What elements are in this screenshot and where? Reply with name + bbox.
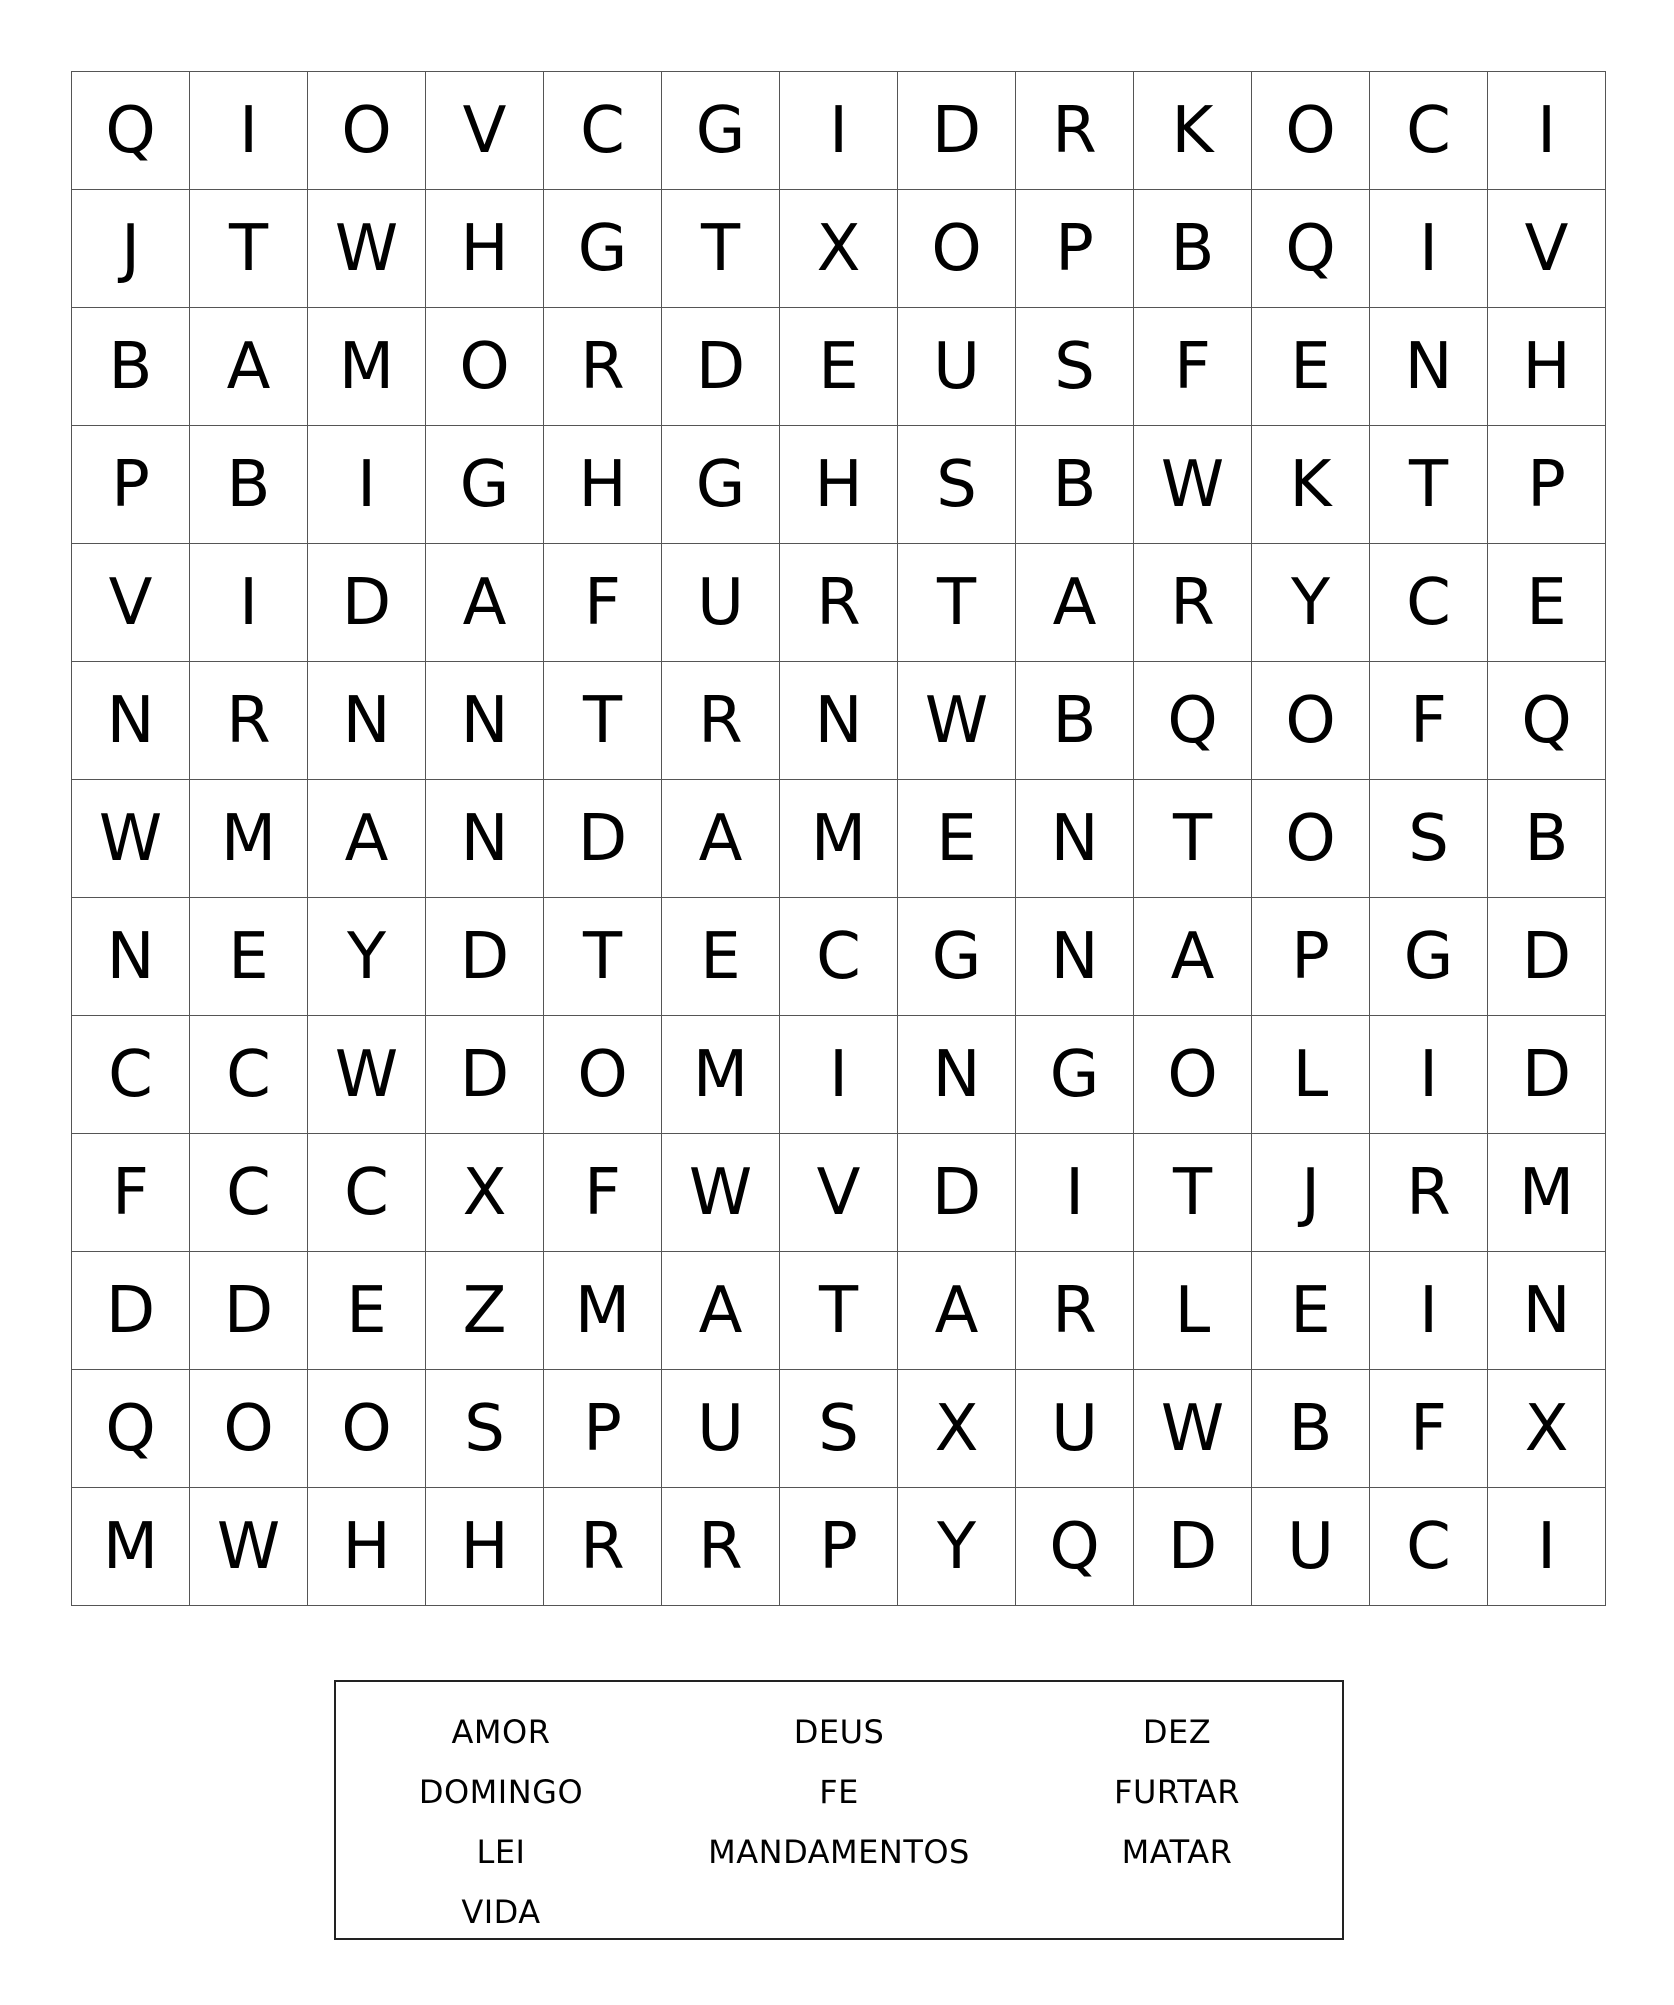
grid-cell[interactable]: P	[72, 426, 190, 544]
grid-cell[interactable]: P	[1016, 190, 1134, 308]
grid-cell[interactable]: H	[544, 426, 662, 544]
grid-cell[interactable]: A	[662, 1252, 780, 1370]
grid-cell[interactable]: S	[426, 1370, 544, 1488]
grid-cell[interactable]: D	[662, 308, 780, 426]
grid-cell[interactable]: R	[544, 1488, 662, 1606]
grid-cell[interactable]: V	[72, 544, 190, 662]
grid-cell[interactable]: C	[190, 1016, 308, 1134]
grid-cell[interactable]: O	[1252, 72, 1370, 190]
grid-cell[interactable]: A	[190, 308, 308, 426]
word-list-box	[334, 1680, 1344, 1940]
grid-cell[interactable]: M	[780, 780, 898, 898]
grid-cell[interactable]: E	[308, 1252, 426, 1370]
grid-cell[interactable]: F	[544, 544, 662, 662]
grid-cell[interactable]: O	[308, 72, 426, 190]
grid-cell[interactable]: S	[1370, 780, 1488, 898]
grid-cell[interactable]: R	[1134, 544, 1252, 662]
grid-cell[interactable]: D	[308, 544, 426, 662]
grid-cell[interactable]: C	[1370, 72, 1488, 190]
grid-cell[interactable]: R	[662, 662, 780, 780]
grid-cell[interactable]: D	[898, 72, 1016, 190]
grid-cell[interactable]: Y	[308, 898, 426, 1016]
grid-cell[interactable]: T	[190, 190, 308, 308]
letter-grid	[71, 71, 1606, 1606]
word-list-item: DEZ	[1142, 1713, 1212, 1751]
grid-cell[interactable]: P	[1488, 426, 1606, 544]
word-list-item: MATAR	[1121, 1833, 1233, 1871]
grid-cell[interactable]: W	[308, 190, 426, 308]
grid-cell[interactable]: T	[544, 662, 662, 780]
word-list-item: MANDAMENTOS	[708, 1833, 970, 1871]
grid-cell[interactable]: N	[1370, 308, 1488, 426]
grid-cell[interactable]: A	[662, 780, 780, 898]
grid-cell[interactable]: G	[662, 72, 780, 190]
grid-cell[interactable]: R	[544, 308, 662, 426]
grid-cell[interactable]: T	[1134, 780, 1252, 898]
grid-cell[interactable]: D	[1488, 898, 1606, 1016]
grid-cell[interactable]: T	[544, 898, 662, 1016]
grid-cell[interactable]: A	[1016, 544, 1134, 662]
grid-cell[interactable]: I	[1370, 1252, 1488, 1370]
grid-cell[interactable]: G	[544, 190, 662, 308]
grid-cell[interactable]: E	[898, 780, 1016, 898]
grid-cell[interactable]: T	[898, 544, 1016, 662]
grid-cell[interactable]: G	[898, 898, 1016, 1016]
grid-cell[interactable]: N	[426, 780, 544, 898]
grid-cell[interactable]: R	[662, 1488, 780, 1606]
grid-cell[interactable]: D	[72, 1252, 190, 1370]
grid-cell[interactable]: N	[72, 662, 190, 780]
grid-cell[interactable]: B	[190, 426, 308, 544]
grid-cell[interactable]: O	[1252, 780, 1370, 898]
grid-cell[interactable]: O	[898, 190, 1016, 308]
grid-cell[interactable]: M	[308, 308, 426, 426]
grid-cell[interactable]: A	[426, 544, 544, 662]
grid-cell[interactable]: V	[426, 72, 544, 190]
grid-cell[interactable]: D	[898, 1134, 1016, 1252]
grid-cell[interactable]: F	[1134, 308, 1252, 426]
grid-cell[interactable]: R	[1016, 72, 1134, 190]
grid-cell[interactable]: D	[190, 1252, 308, 1370]
grid-cell[interactable]: U	[898, 308, 1016, 426]
grid-cell[interactable]: V	[1488, 190, 1606, 308]
grid-cell[interactable]: B	[72, 308, 190, 426]
grid-cell[interactable]: S	[780, 1370, 898, 1488]
grid-cell[interactable]: M	[72, 1488, 190, 1606]
grid-cell[interactable]: U	[1252, 1488, 1370, 1606]
grid-cell[interactable]: N	[72, 898, 190, 1016]
grid-cell[interactable]: Q	[72, 1370, 190, 1488]
grid-cell[interactable]: A	[1134, 898, 1252, 1016]
grid-cell[interactable]: F	[1370, 1370, 1488, 1488]
grid-cell[interactable]: I	[1370, 190, 1488, 308]
grid-cell[interactable]: N	[308, 662, 426, 780]
grid-cell[interactable]: O	[1134, 1016, 1252, 1134]
grid-cell[interactable]: F	[544, 1134, 662, 1252]
grid-cell[interactable]: C	[308, 1134, 426, 1252]
grid-cell[interactable]: Q	[72, 72, 190, 190]
grid-cell[interactable]: Q	[1016, 1488, 1134, 1606]
grid-cell[interactable]: L	[1134, 1252, 1252, 1370]
grid-cell[interactable]: I	[1370, 1016, 1488, 1134]
grid-cell[interactable]: F	[1370, 662, 1488, 780]
grid-cell[interactable]: D	[1134, 1488, 1252, 1606]
grid-cell[interactable]: O	[426, 308, 544, 426]
grid-cell[interactable]: D	[426, 1016, 544, 1134]
grid-cell[interactable]: W	[1134, 1370, 1252, 1488]
grid-cell[interactable]: A	[898, 1252, 1016, 1370]
grid-cell[interactable]: C	[780, 898, 898, 1016]
grid-cell[interactable]: X	[426, 1134, 544, 1252]
grid-cell[interactable]: G	[1016, 1016, 1134, 1134]
grid-cell[interactable]: C	[1370, 544, 1488, 662]
grid-cell[interactable]: P	[780, 1488, 898, 1606]
grid-cell[interactable]: I	[190, 72, 308, 190]
grid-cell[interactable]: H	[426, 1488, 544, 1606]
grid-cell[interactable]: C	[544, 72, 662, 190]
grid-cell[interactable]: K	[1134, 72, 1252, 190]
grid-cell[interactable]: B	[1252, 1370, 1370, 1488]
grid-cell[interactable]: M	[1488, 1134, 1606, 1252]
grid-cell[interactable]: M	[544, 1252, 662, 1370]
grid-cell[interactable]: E	[1488, 544, 1606, 662]
grid-cell[interactable]: N	[898, 1016, 1016, 1134]
grid-cell[interactable]: R	[1370, 1134, 1488, 1252]
grid-cell[interactable]: O	[308, 1370, 426, 1488]
grid-cell[interactable]: G	[1370, 898, 1488, 1016]
word-list-item: DOMINGO	[418, 1773, 584, 1811]
grid-cell[interactable]: M	[190, 780, 308, 898]
grid-cell[interactable]: Q	[1252, 190, 1370, 308]
grid-cell[interactable]: G	[662, 426, 780, 544]
word-list-item: DEUS	[793, 1713, 885, 1751]
grid-cell[interactable]: I	[780, 1016, 898, 1134]
word-list-item: FE	[819, 1773, 859, 1811]
grid-cell[interactable]: R	[1016, 1252, 1134, 1370]
grid-cell[interactable]: W	[898, 662, 1016, 780]
grid-cell[interactable]: B	[1016, 662, 1134, 780]
grid-cell[interactable]: Y	[1252, 544, 1370, 662]
grid-cell[interactable]: X	[898, 1370, 1016, 1488]
grid-cell[interactable]: U	[1016, 1370, 1134, 1488]
grid-cell[interactable]: D	[1488, 1016, 1606, 1134]
grid-cell[interactable]: B	[1134, 190, 1252, 308]
grid-cell[interactable]: I	[1488, 72, 1606, 190]
grid-cell[interactable]: O	[544, 1016, 662, 1134]
grid-cell[interactable]: Y	[898, 1488, 1016, 1606]
grid-cell[interactable]: Z	[426, 1252, 544, 1370]
grid-cell[interactable]: I	[308, 426, 426, 544]
grid-cell[interactable]: L	[1252, 1016, 1370, 1134]
grid-cell[interactable]: W	[190, 1488, 308, 1606]
grid-cell[interactable]: G	[426, 426, 544, 544]
grid-cell[interactable]: P	[1252, 898, 1370, 1016]
word-list-item: LEI	[476, 1833, 526, 1871]
grid-cell[interactable]: T	[780, 1252, 898, 1370]
grid-cell[interactable]: X	[1488, 1370, 1606, 1488]
grid-cell[interactable]: M	[662, 1016, 780, 1134]
grid-cell[interactable]: B	[1488, 780, 1606, 898]
grid-cell[interactable]: E	[1252, 1252, 1370, 1370]
grid-cell[interactable]: U	[662, 544, 780, 662]
grid-cell[interactable]: A	[308, 780, 426, 898]
grid-cell[interactable]: H	[426, 190, 544, 308]
grid-cell[interactable]: C	[1370, 1488, 1488, 1606]
grid-cell[interactable]: I	[780, 72, 898, 190]
grid-cell[interactable]: P	[544, 1370, 662, 1488]
grid-cell[interactable]: U	[662, 1370, 780, 1488]
word-list	[336, 1702, 1342, 1942]
grid-cell[interactable]: N	[1016, 898, 1134, 1016]
grid-cell[interactable]: O	[190, 1370, 308, 1488]
grid-cell[interactable]: N	[780, 662, 898, 780]
grid-cell[interactable]: N	[1488, 1252, 1606, 1370]
grid-cell[interactable]: S	[1016, 308, 1134, 426]
word-list-item: AMOR	[451, 1713, 551, 1751]
grid-cell[interactable]: D	[426, 898, 544, 1016]
word-list-item: VIDA	[461, 1893, 541, 1931]
grid-cell[interactable]: T	[662, 190, 780, 308]
grid-cell[interactable]: R	[190, 662, 308, 780]
grid-cell[interactable]: B	[1016, 426, 1134, 544]
grid-cell[interactable]: E	[1252, 308, 1370, 426]
grid-cell[interactable]: V	[780, 1134, 898, 1252]
grid-cell[interactable]: C	[72, 1016, 190, 1134]
grid-cell[interactable]: N	[426, 662, 544, 780]
grid-cell[interactable]: I	[190, 544, 308, 662]
grid-cell[interactable]: T	[1134, 1134, 1252, 1252]
grid-cell[interactable]: Q	[1134, 662, 1252, 780]
grid-cell[interactable]: H	[1488, 308, 1606, 426]
grid-cell[interactable]: H	[780, 426, 898, 544]
grid-cell[interactable]: K	[1252, 426, 1370, 544]
grid-cell[interactable]: E	[190, 898, 308, 1016]
grid-cell[interactable]: O	[1252, 662, 1370, 780]
grid-cell[interactable]: S	[898, 426, 1016, 544]
grid-cell[interactable]: N	[1016, 780, 1134, 898]
grid-cell[interactable]: T	[1370, 426, 1488, 544]
grid-cell[interactable]: D	[544, 780, 662, 898]
grid-cell[interactable]: W	[72, 780, 190, 898]
grid-cell[interactable]: E	[780, 308, 898, 426]
grid-cell[interactable]: I	[1016, 1134, 1134, 1252]
grid-cell[interactable]: J	[72, 190, 190, 308]
grid-cell[interactable]: X	[780, 190, 898, 308]
grid-cell[interactable]: C	[190, 1134, 308, 1252]
grid-cell[interactable]: W	[1134, 426, 1252, 544]
grid-cell[interactable]: Q	[1488, 662, 1606, 780]
grid-cell[interactable]: R	[780, 544, 898, 662]
grid-cell[interactable]: W	[662, 1134, 780, 1252]
grid-cell[interactable]: F	[72, 1134, 190, 1252]
word-list-item: FURTAR	[1114, 1773, 1240, 1811]
grid-cell[interactable]: J	[1252, 1134, 1370, 1252]
grid-cell[interactable]: H	[308, 1488, 426, 1606]
grid-cell[interactable]: E	[662, 898, 780, 1016]
grid-cell[interactable]: W	[308, 1016, 426, 1134]
grid-cell[interactable]: I	[1488, 1488, 1606, 1606]
